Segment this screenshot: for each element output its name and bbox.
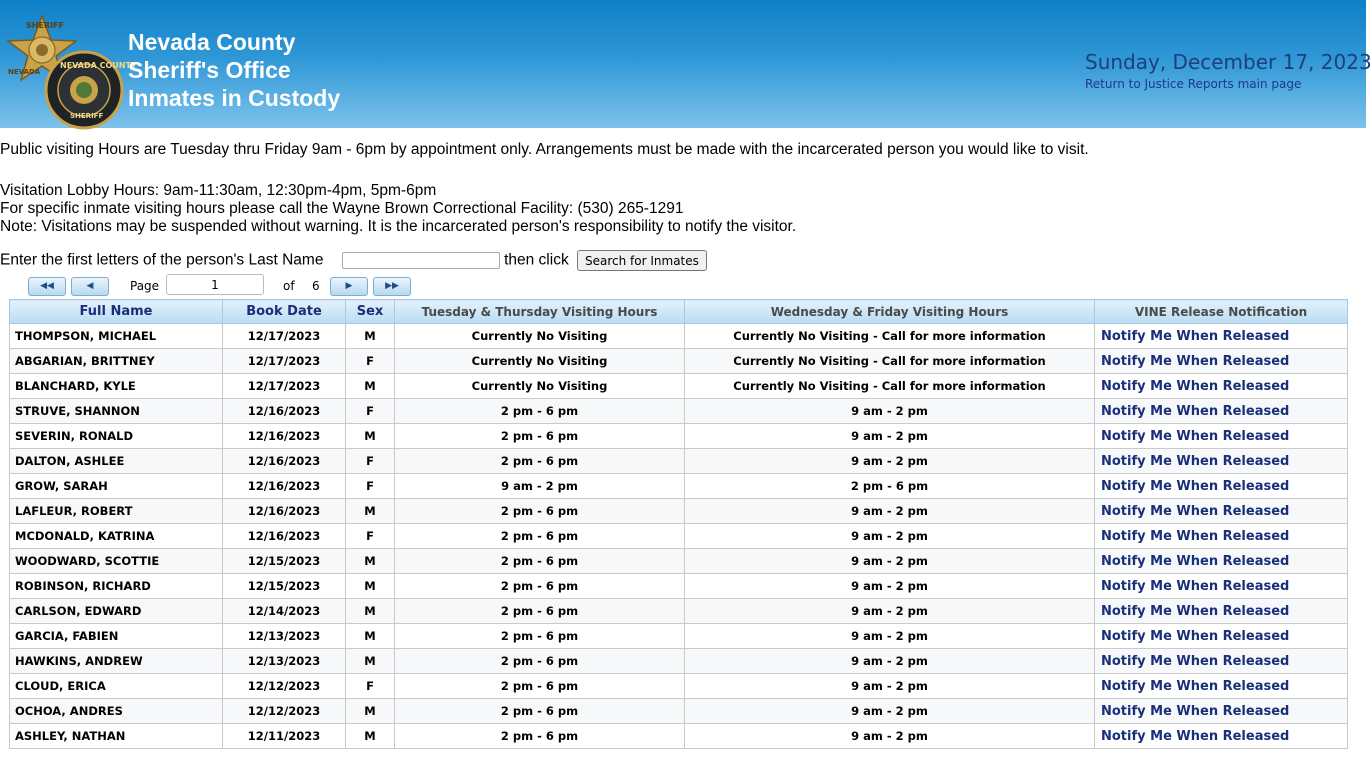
book-date-cell: 12/16/2023 bbox=[223, 449, 346, 474]
suspension-note-text: Note: Visitations may be suspended without warning. It is the incarcerated person's responsibility to notify the visitor. bbox=[0, 218, 797, 235]
table-row bbox=[10, 524, 1348, 549]
sex-cell: F bbox=[346, 474, 395, 499]
wed-fri-hours-cell: 2 pm - 6 pm bbox=[685, 474, 1095, 499]
column-header-wed-fri-hours: Wednesday & Friday Visiting Hours bbox=[685, 300, 1095, 324]
return-to-reports-link[interactable]: Return to Justice Reports main page bbox=[1085, 77, 1302, 91]
first-page-button[interactable] bbox=[28, 277, 66, 296]
book-date-cell: 12/12/2023 bbox=[223, 699, 346, 724]
title-line-inmates: Inmates in Custody bbox=[128, 85, 341, 111]
tue-thu-hours-cell: 2 pm - 6 pm bbox=[395, 399, 685, 424]
table-row bbox=[10, 449, 1348, 474]
sex-cell: F bbox=[346, 674, 395, 699]
sex-cell: F bbox=[346, 399, 395, 424]
table-row bbox=[10, 699, 1348, 724]
sex-cell: M bbox=[346, 549, 395, 574]
page-header bbox=[0, 0, 1372, 128]
column-header-book-date[interactable]: Book Date bbox=[223, 300, 346, 324]
notify-when-released-link[interactable]: Notify Me When Released bbox=[1095, 424, 1348, 449]
then-click-label: then click bbox=[504, 251, 569, 269]
sex-cell: F bbox=[346, 349, 395, 374]
double-chevron-left-icon: ◀◀ bbox=[40, 281, 54, 291]
page-label: Page bbox=[130, 279, 160, 293]
wed-fri-hours-cell: 9 am - 2 pm bbox=[685, 624, 1095, 649]
svg-text:NEVADA COUNTY: NEVADA COUNTY bbox=[60, 61, 137, 70]
book-date-cell: 12/13/2023 bbox=[223, 624, 346, 649]
notify-when-released-link[interactable]: Notify Me When Released bbox=[1095, 499, 1348, 524]
sex-cell: M bbox=[346, 499, 395, 524]
wed-fri-hours-cell: 9 am - 2 pm bbox=[685, 599, 1095, 624]
inmate-name-cell: THOMPSON, MICHAEL bbox=[10, 324, 223, 349]
inmate-name-cell: CLOUD, ERICA bbox=[10, 674, 223, 699]
table-row bbox=[10, 374, 1348, 399]
table-row bbox=[10, 674, 1348, 699]
tue-thu-hours-cell: 2 pm - 6 pm bbox=[395, 674, 685, 699]
column-header-sex[interactable]: Sex bbox=[346, 300, 395, 324]
inmate-name-cell: DALTON, ASHLEE bbox=[10, 449, 223, 474]
search-label: Enter the first letters of the person's Last Name bbox=[0, 251, 324, 269]
inmate-name-cell: OCHOA, ANDRES bbox=[10, 699, 223, 724]
wed-fri-hours-cell: Currently No Visiting - Call for more information bbox=[685, 374, 1095, 399]
table-row bbox=[10, 474, 1348, 499]
column-header-tue-thu-hours: Tuesday & Thursday Visiting Hours bbox=[395, 300, 685, 324]
table-row bbox=[10, 424, 1348, 449]
column-header-vine: VINE Release Notification bbox=[1095, 300, 1348, 324]
title-line-county: Nevada County bbox=[128, 29, 296, 55]
visiting-hours-notice: Public visiting Hours are Tuesday thru Friday 9am - 6pm by appointment only. Arrangements must be made with the incarcerated person you would like to visit. bbox=[0, 141, 1089, 158]
tue-thu-hours-cell: 2 pm - 6 pm bbox=[395, 499, 685, 524]
notify-when-released-link[interactable]: Notify Me When Released bbox=[1095, 574, 1348, 599]
table-row bbox=[10, 324, 1348, 349]
inmate-name-cell: SEVERIN, RONALD bbox=[10, 424, 223, 449]
sex-cell: F bbox=[346, 449, 395, 474]
svg-text:SHERIFF: SHERIFF bbox=[26, 21, 64, 30]
tue-thu-hours-cell: 2 pm - 6 pm bbox=[395, 549, 685, 574]
tue-thu-hours-cell: 2 pm - 6 pm bbox=[395, 624, 685, 649]
sex-cell: M bbox=[346, 424, 395, 449]
inmate-name-cell: ABGARIAN, BRITTNEY bbox=[10, 349, 223, 374]
tue-thu-hours-cell: 2 pm - 6 pm bbox=[395, 649, 685, 674]
chevron-left-icon: ◀ bbox=[86, 281, 94, 291]
search-row bbox=[0, 250, 707, 270]
book-date-cell: 12/17/2023 bbox=[223, 324, 346, 349]
wed-fri-hours-cell: 9 am - 2 pm bbox=[685, 574, 1095, 599]
tue-thu-hours-cell: 2 pm - 6 pm bbox=[395, 424, 685, 449]
wed-fri-hours-cell: Currently No Visiting - Call for more information bbox=[685, 349, 1095, 374]
notify-when-released-link[interactable]: Notify Me When Released bbox=[1095, 649, 1348, 674]
sex-cell: F bbox=[346, 524, 395, 549]
current-date: Sunday, December 17, 2023 bbox=[1085, 50, 1372, 74]
next-page-button[interactable] bbox=[330, 277, 368, 296]
site-title bbox=[128, 28, 340, 112]
tue-thu-hours-cell: Currently No Visiting bbox=[395, 374, 685, 399]
book-date-cell: 12/14/2023 bbox=[223, 599, 346, 624]
inmate-name-cell: LAFLEUR, ROBERT bbox=[10, 499, 223, 524]
inmate-name-cell: BLANCHARD, KYLE bbox=[10, 374, 223, 399]
book-date-cell: 12/16/2023 bbox=[223, 474, 346, 499]
notify-when-released-link[interactable]: Notify Me When Released bbox=[1095, 349, 1348, 374]
book-date-cell: 12/16/2023 bbox=[223, 399, 346, 424]
table-header-row bbox=[10, 300, 1348, 324]
wed-fri-hours-cell: 9 am - 2 pm bbox=[685, 649, 1095, 674]
notify-when-released-link[interactable]: Notify Me When Released bbox=[1095, 374, 1348, 399]
sheriff-logo bbox=[4, 14, 137, 122]
table-row bbox=[10, 724, 1348, 749]
table-row bbox=[10, 399, 1348, 424]
lobby-hours-text: Visitation Lobby Hours: 9am-11:30am, 12:30pm-4pm, 5pm-6pm bbox=[0, 182, 437, 199]
table-row bbox=[10, 649, 1348, 674]
inmate-name-cell: ROBINSON, RICHARD bbox=[10, 574, 223, 599]
table-row bbox=[10, 349, 1348, 374]
search-inmates-button[interactable]: Search for Inmates bbox=[577, 250, 707, 271]
svg-text:NEVADA: NEVADA bbox=[8, 68, 41, 76]
last-name-search-input[interactable] bbox=[342, 252, 500, 269]
wed-fri-hours-cell: 9 am - 2 pm bbox=[685, 724, 1095, 749]
wed-fri-hours-cell: 9 am - 2 pm bbox=[685, 424, 1095, 449]
book-date-cell: 12/11/2023 bbox=[223, 724, 346, 749]
book-date-cell: 12/16/2023 bbox=[223, 499, 346, 524]
wed-fri-hours-cell: 9 am - 2 pm bbox=[685, 449, 1095, 474]
title-line-office: Sheriff's Office bbox=[128, 57, 291, 83]
notify-when-released-link[interactable]: Notify Me When Released bbox=[1095, 449, 1348, 474]
notify-when-released-link[interactable]: Notify Me When Released bbox=[1095, 699, 1348, 724]
wed-fri-hours-cell: 9 am - 2 pm bbox=[685, 524, 1095, 549]
tue-thu-hours-cell: Currently No Visiting bbox=[395, 349, 685, 374]
sex-cell: M bbox=[346, 324, 395, 349]
notify-when-released-link[interactable]: Notify Me When Released bbox=[1095, 549, 1348, 574]
book-date-cell: 12/16/2023 bbox=[223, 524, 346, 549]
wed-fri-hours-cell: 9 am - 2 pm bbox=[685, 699, 1095, 724]
sex-cell: M bbox=[346, 724, 395, 749]
wed-fri-hours-cell: 9 am - 2 pm bbox=[685, 499, 1095, 524]
notify-when-released-link[interactable]: Notify Me When Released bbox=[1095, 724, 1348, 749]
inmate-name-cell: MCDONALD, KATRINA bbox=[10, 524, 223, 549]
wed-fri-hours-cell: 9 am - 2 pm bbox=[685, 674, 1095, 699]
svg-text:SHERIFF: SHERIFF bbox=[70, 112, 104, 120]
book-date-cell: 12/12/2023 bbox=[223, 674, 346, 699]
inmates-table bbox=[9, 299, 1348, 749]
total-pages: 6 bbox=[312, 279, 320, 293]
tue-thu-hours-cell: 2 pm - 6 pm bbox=[395, 524, 685, 549]
table-row bbox=[10, 624, 1348, 649]
sex-cell: M bbox=[346, 599, 395, 624]
tue-thu-hours-cell: 9 am - 2 pm bbox=[395, 474, 685, 499]
inmate-name-cell: HAWKINS, ANDREW bbox=[10, 649, 223, 674]
table-row bbox=[10, 599, 1348, 624]
wed-fri-hours-cell: Currently No Visiting - Call for more information bbox=[685, 324, 1095, 349]
prev-page-button[interactable] bbox=[71, 277, 109, 296]
of-label: of bbox=[283, 279, 295, 293]
inmate-name-cell: CARLSON, EDWARD bbox=[10, 599, 223, 624]
notify-when-released-link[interactable]: Notify Me When Released bbox=[1095, 599, 1348, 624]
inmate-name-cell: ASHLEY, NATHAN bbox=[10, 724, 223, 749]
tue-thu-hours-cell: 2 pm - 6 pm bbox=[395, 574, 685, 599]
table-row bbox=[10, 574, 1348, 599]
table-row bbox=[10, 499, 1348, 524]
table-row bbox=[10, 549, 1348, 574]
book-date-cell: 12/17/2023 bbox=[223, 349, 346, 374]
notify-when-released-link[interactable]: Notify Me When Released bbox=[1095, 399, 1348, 424]
notify-when-released-link[interactable]: Notify Me When Released bbox=[1095, 474, 1348, 499]
sex-cell: M bbox=[346, 649, 395, 674]
chevron-right-icon: ▶ bbox=[345, 281, 353, 291]
current-page-input[interactable] bbox=[166, 274, 264, 295]
book-date-cell: 12/17/2023 bbox=[223, 374, 346, 399]
wed-fri-hours-cell: 9 am - 2 pm bbox=[685, 549, 1095, 574]
tue-thu-hours-cell: 2 pm - 6 pm bbox=[395, 724, 685, 749]
sex-cell: M bbox=[346, 574, 395, 599]
inmate-name-cell: STRUVE, SHANNON bbox=[10, 399, 223, 424]
tue-thu-hours-cell: Currently No Visiting bbox=[395, 324, 685, 349]
book-date-cell: 12/15/2023 bbox=[223, 549, 346, 574]
inmate-name-cell: GROW, SARAH bbox=[10, 474, 223, 499]
inmate-name-cell: GARCIA, FABIEN bbox=[10, 624, 223, 649]
sex-cell: M bbox=[346, 374, 395, 399]
book-date-cell: 12/16/2023 bbox=[223, 424, 346, 449]
tue-thu-hours-cell: 2 pm - 6 pm bbox=[395, 699, 685, 724]
notify-when-released-link[interactable]: Notify Me When Released bbox=[1095, 324, 1348, 349]
wed-fri-hours-cell: 9 am - 2 pm bbox=[685, 399, 1095, 424]
inmate-name-cell: WOODWARD, SCOTTIE bbox=[10, 549, 223, 574]
facility-phone-text: For specific inmate visiting hours please call the Wayne Brown Correctional Facility: (530) 265-1291 bbox=[0, 200, 684, 217]
sex-cell: M bbox=[346, 624, 395, 649]
sex-cell: M bbox=[346, 699, 395, 724]
notify-when-released-link[interactable]: Notify Me When Released bbox=[1095, 674, 1348, 699]
double-chevron-right-icon: ▶▶ bbox=[385, 281, 399, 291]
column-header-full-name[interactable]: Full Name bbox=[10, 300, 223, 324]
tue-thu-hours-cell: 2 pm - 6 pm bbox=[395, 449, 685, 474]
tue-thu-hours-cell: 2 pm - 6 pm bbox=[395, 599, 685, 624]
book-date-cell: 12/13/2023 bbox=[223, 649, 346, 674]
notify-when-released-link[interactable]: Notify Me When Released bbox=[1095, 624, 1348, 649]
book-date-cell: 12/15/2023 bbox=[223, 574, 346, 599]
sheriff-badge-icon bbox=[46, 52, 137, 128]
notify-when-released-link[interactable]: Notify Me When Released bbox=[1095, 524, 1348, 549]
last-page-button[interactable] bbox=[373, 277, 411, 296]
